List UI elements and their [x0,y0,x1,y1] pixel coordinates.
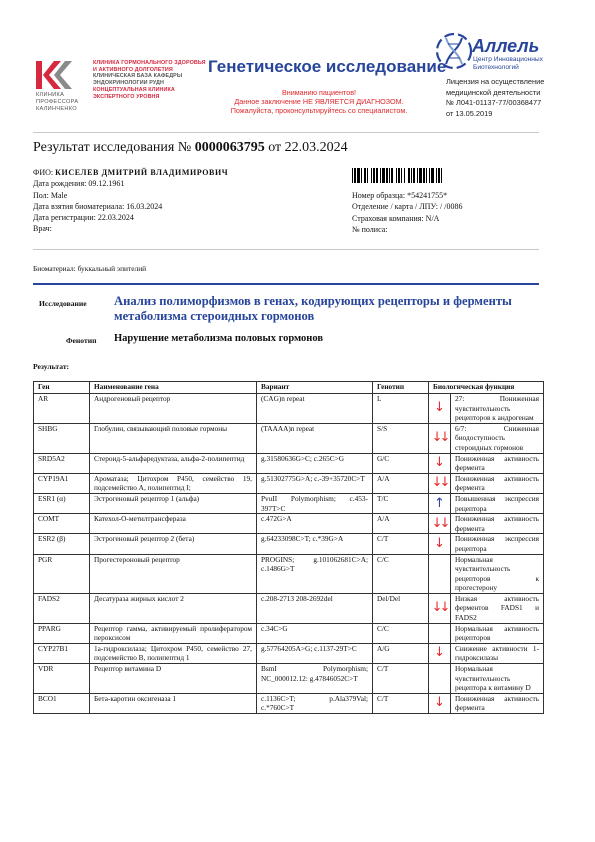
barcode-bar [438,168,440,183]
gene-cell: AR [34,394,90,424]
variant-cell: g.57764205A>G; c.1137-29T>C [257,643,373,663]
table-row [34,623,544,643]
arrow-cell [429,394,451,424]
function-cell: 27: Пониженная чувствительность рецепторов к андрогенам [451,394,544,424]
gene-cell: CYP19A1 [34,473,90,493]
table-row [34,473,544,493]
arrow-down-icon: ↓↓ [431,600,448,616]
column-header: Ген [34,382,90,394]
variant-cell: g.31580636G>C; c.265C>G [257,453,373,473]
warning-line: Пожалуйста, проконсультируйтесь со специалистом. [230,106,408,115]
genotype-cell: C/T [373,693,429,713]
clinic-line: И АКТИВНОГО ДОЛГОЛЕТИЯ [93,66,173,73]
sample-taken-date: Дата взятия биоматериала: 16.03.2024 [33,201,163,211]
variant-cell: PvuII Polymorphism; c.453-397T>C [257,493,373,513]
arrow-down-icon: ↓↓ [431,475,448,491]
arrow-cell [429,593,451,623]
clinic-line: КЛИНИЧЕСКАЯ БАЗА КАФЕДРЫ [93,73,183,80]
genotype-cell: G/C [373,453,429,473]
barcode-bar [413,168,415,183]
barcode-bar [408,168,410,183]
barcode-bar [441,168,442,183]
arrow-cell [429,423,451,453]
arrow-cell [429,514,451,534]
function-cell: Нормальная активность рецепторов [451,623,544,643]
function-cell: Снижение активности 1-гидроксилазы [451,643,544,663]
genotype-cell: C/T [373,664,429,694]
clinic-logo [34,60,88,90]
gene-name-cell: Рецептор витамина D [90,664,257,694]
license-info [446,77,544,119]
clinic-line: КЛИНИКА ГОРМОНАЛЬНОГО ЗДОРОВЬЯ [93,60,206,66]
barcode-bar [436,168,437,183]
header-divider [33,132,539,133]
genotype-cell: A/G [373,643,429,663]
barcode-bar [426,168,427,183]
gene-cell: SRD5A2 [34,453,90,473]
barcode-bar [357,168,360,183]
barcode-bar [404,168,405,183]
variant-cell: c.1136C>T; p.Ala379Val; c.*760C>T [257,693,373,713]
function-cell: Пониженная активность фермента [451,473,544,493]
result-title-prefix: Результат исследования № [33,140,192,155]
result-title [33,140,348,156]
clinic-line: КОНЦЕПТУАЛЬНАЯ КЛИНИКА [93,86,175,93]
gene-name-cell: Андрогеновый рецептор [90,394,257,424]
barcode-bar [401,168,402,183]
result-number: 0000063795 [194,140,265,155]
report-type-title: Генетическое исследование [208,57,447,76]
barcode-bar [373,168,375,183]
table-row [34,534,544,554]
gene-cell: FADS2 [34,593,90,623]
patient-birth-date: Дата рождения: 09.12.1961 [33,179,125,189]
gene-name-cell: Рецептор гамма, активируемый пролифератором пероксисом [90,623,257,643]
column-header: Наименование гена [90,382,257,394]
gene-name-cell: Бета-каротин оксигеназа 1 [90,693,257,713]
barcode-bar [419,168,422,183]
insurance-company: Страховая компания: N/A [352,213,440,223]
sample-barcode [352,168,482,183]
gene-name-cell: Десатураза жирных кислот 2 [90,593,257,623]
lab-subtitle-line: Биотехнологий [473,64,519,71]
gene-cell: COMT [34,514,90,534]
arrow-down-icon: ↓↓ [431,515,448,531]
gene-cell: CYP27B1 [34,643,90,663]
table-row [34,394,544,424]
barcode-bar [411,168,412,183]
arrow-down-icon: ↓ [434,695,445,711]
arrow-up-icon: ↑ [434,495,445,511]
barcode-bar [389,168,390,183]
warning-line: Данное заключение НЕ ЯВЛЯЕТСЯ ДИАГНОЗОМ. [234,97,404,106]
gene-name-cell: Катехол-О-метилтрансфераза [90,514,257,534]
barcode-bar [361,168,362,183]
column-header: Биологическая функция [429,382,544,394]
variant-cell: (TAAAA)n repeat [257,423,373,453]
gene-cell: PGR [34,554,90,593]
biomaterial: Биоматериал: буккальный эпителий [33,264,147,273]
license-line: Лицензия на осуществление [446,77,545,86]
gene-name-cell: Ароматаза; Цитохром P450, семейство 19, подсемейство A, полипептид I; [90,473,257,493]
barcode-bar [431,168,434,183]
license-line: от 13.05.2019 [446,108,493,118]
barcode-bar [382,168,385,183]
patient-info [33,167,228,235]
genotype-cell: C/C [373,554,429,593]
arrow-cell [429,534,451,554]
variant-cell: c.34C>G [257,623,373,643]
result-label: Результат: [33,362,70,371]
arrow-down-icon: ↓ [434,535,445,551]
genotype-cell: Del/Del [373,593,429,623]
patient-warning [214,88,424,115]
barcode-bar [367,168,368,183]
column-header: Вариант [257,382,373,394]
arrow-down-icon: ↓ [434,455,445,471]
table-row [34,453,544,473]
clinic-line: ЭНДОКРИНОЛОГИИ РУДН [93,80,164,87]
genotype-cell: A/A [373,514,429,534]
function-cell: Нормальная чувствительность рецепторов к прогестерону [451,554,544,593]
arrow-cell [429,623,451,643]
phenotype: Нарушение метаболизма половых гормонов [114,333,324,344]
gene-cell: BCO1 [34,693,90,713]
gene-name-cell: Эстрогеновый рецептор 1 (альфа) [90,493,257,513]
variant-cell: BsmI Polymorphism; NC_000012.12: g.47846052C>T [257,664,373,694]
clinic-name-line: КЛИНИКА [36,92,65,98]
registration-date: Дата регистрации: 22.03.2024 [33,213,134,223]
patient-name: КИСЕЛЕВ ДМИТРИЙ ВЛАДИМИРОВИЧ [55,168,229,177]
genotype-cell: S/S [373,423,429,453]
study-title: Анализ полиморфизмов в генах, кодирующих рецепторы и ферменты метаболизма стероидных гормонов [114,294,512,323]
table-row [34,514,544,534]
patient-name-row [33,167,228,178]
lab-name: Аллель [472,36,540,56]
barcode-bar [423,168,425,183]
section-divider [33,283,539,285]
function-cell: Пониженная экспрессия рецептора [451,534,544,554]
study-label: Исследование [39,299,87,308]
barcode-bar [380,168,381,183]
variant-cell: c.208-2713 208-2692del [257,593,373,623]
lab-subtitle-line: Центр Инновационных [473,56,543,63]
arrow-cell [429,643,451,663]
genotype-cell: T/C [373,493,429,513]
doctor: Врач: [33,224,52,234]
result-date: от 22.03.2024 [268,140,348,155]
barcode-bar [396,168,397,183]
table-row [34,593,544,623]
gene-name-cell: Прогестероновый рецептор [90,554,257,593]
barcode-bar [417,168,418,183]
arrow-cell [429,554,451,593]
table-row [34,493,544,513]
table-row [34,664,544,694]
sample-info [352,190,462,235]
table-row [34,554,544,593]
barcode-bar [364,168,366,183]
column-header: Генотип [373,382,429,394]
table-row [34,693,544,713]
table-row [34,643,544,663]
lab-subtitle [473,56,543,72]
genotype-cell: A/A [373,473,429,493]
arrow-cell [429,473,451,493]
sample-number: Номер образца: *54241755* [352,191,448,200]
arrow-cell [429,664,451,694]
genotype-cell: C/C [373,623,429,643]
barcode-bar [391,168,393,183]
arrow-cell [429,453,451,473]
variant-cell: (CAG)n repeat [257,394,373,424]
variant-cell: PROGINS; g.101062681C>A; c.1486G>T [257,554,373,593]
function-cell: Низкая активность ферментов FADS1 и FADS2 [451,593,544,623]
gene-name-cell: Стероид-5-альфаредуктаза, альфа-2-полипептид [90,453,257,473]
department-card: Отделение / карта / ЛПУ: / /0086 [352,202,463,212]
table-header-row [34,382,544,394]
variant-cell: g.51302775G>A; c.-39+35720C>T [257,473,373,493]
gene-cell: ESR1 (α) [34,493,90,513]
barcode-bar [371,168,372,183]
gene-cell: ESR2 (β) [34,534,90,554]
variant-cell: g.64233098C>T; c.*39G>A [257,534,373,554]
clinic-line: ЭКСПЕРТНОГО УРОВНЯ [93,93,160,100]
license-line: № Л041-01137-77/00368477 [446,98,542,107]
patient-sex: Пол: Male [33,190,68,200]
barcode-bar [429,168,430,183]
arrow-cell [429,493,451,513]
clinic-name-line: КАЛИНЧЕНКО [36,106,77,113]
gene-cell: VDR [34,664,90,694]
table-row [34,423,544,453]
barcode-bar [352,168,353,183]
barcode-bar [376,168,378,183]
gene-cell: PPARG [34,623,90,643]
clinic-name-line: ПРОФЕССОРА [36,99,79,106]
arrow-down-icon: ↓ [434,645,445,661]
patient-name-label: ФИО: [33,168,54,177]
function-cell: Нормальная чувствительность рецептора к витамину D [451,664,544,694]
phenotype-label: Фенотип [66,336,97,345]
function-cell: Пониженная активность фермента [451,514,544,534]
genotype-cell: L [373,394,429,424]
function-cell: Повышенная экспрессия рецептора [451,493,544,513]
warning-line: Вниманию пациентов! [281,88,357,97]
function-cell: Пониженная активность фермента [451,453,544,473]
gene-cell: SHBG [34,423,90,453]
variant-cell: c.472G>A [257,514,373,534]
barcode-bar [386,168,388,183]
gene-name-cell: Глобулин, связывающий половые гормоны [90,423,257,453]
arrow-down-icon: ↓↓ [431,430,448,446]
gene-name-cell: 1a-гидроксилаза; Цитохром P450, семейство 27, подсемейство B, полипептид 1 [90,643,257,663]
clinic-name [36,92,96,114]
info-divider [33,249,539,250]
arrow-cell [429,693,451,713]
arrow-down-icon: ↓ [434,400,445,416]
barcode-bar [354,168,356,183]
genotype-cell: C/T [373,534,429,554]
clinic-description [93,60,206,100]
function-cell: Пониженная активность фермента [451,693,544,713]
genes-table [33,381,544,714]
lab-logo-icon [432,29,472,73]
gene-name-cell: Эстрогеновый рецептор 2 (бета) [90,534,257,554]
function-cell: 6/7: Сниженная биодоступность стероидных гормонов [451,423,544,453]
policy-number: № полиса: [352,224,388,234]
barcode-bar [398,168,400,183]
license-line: медицинской деятельности [446,87,541,97]
